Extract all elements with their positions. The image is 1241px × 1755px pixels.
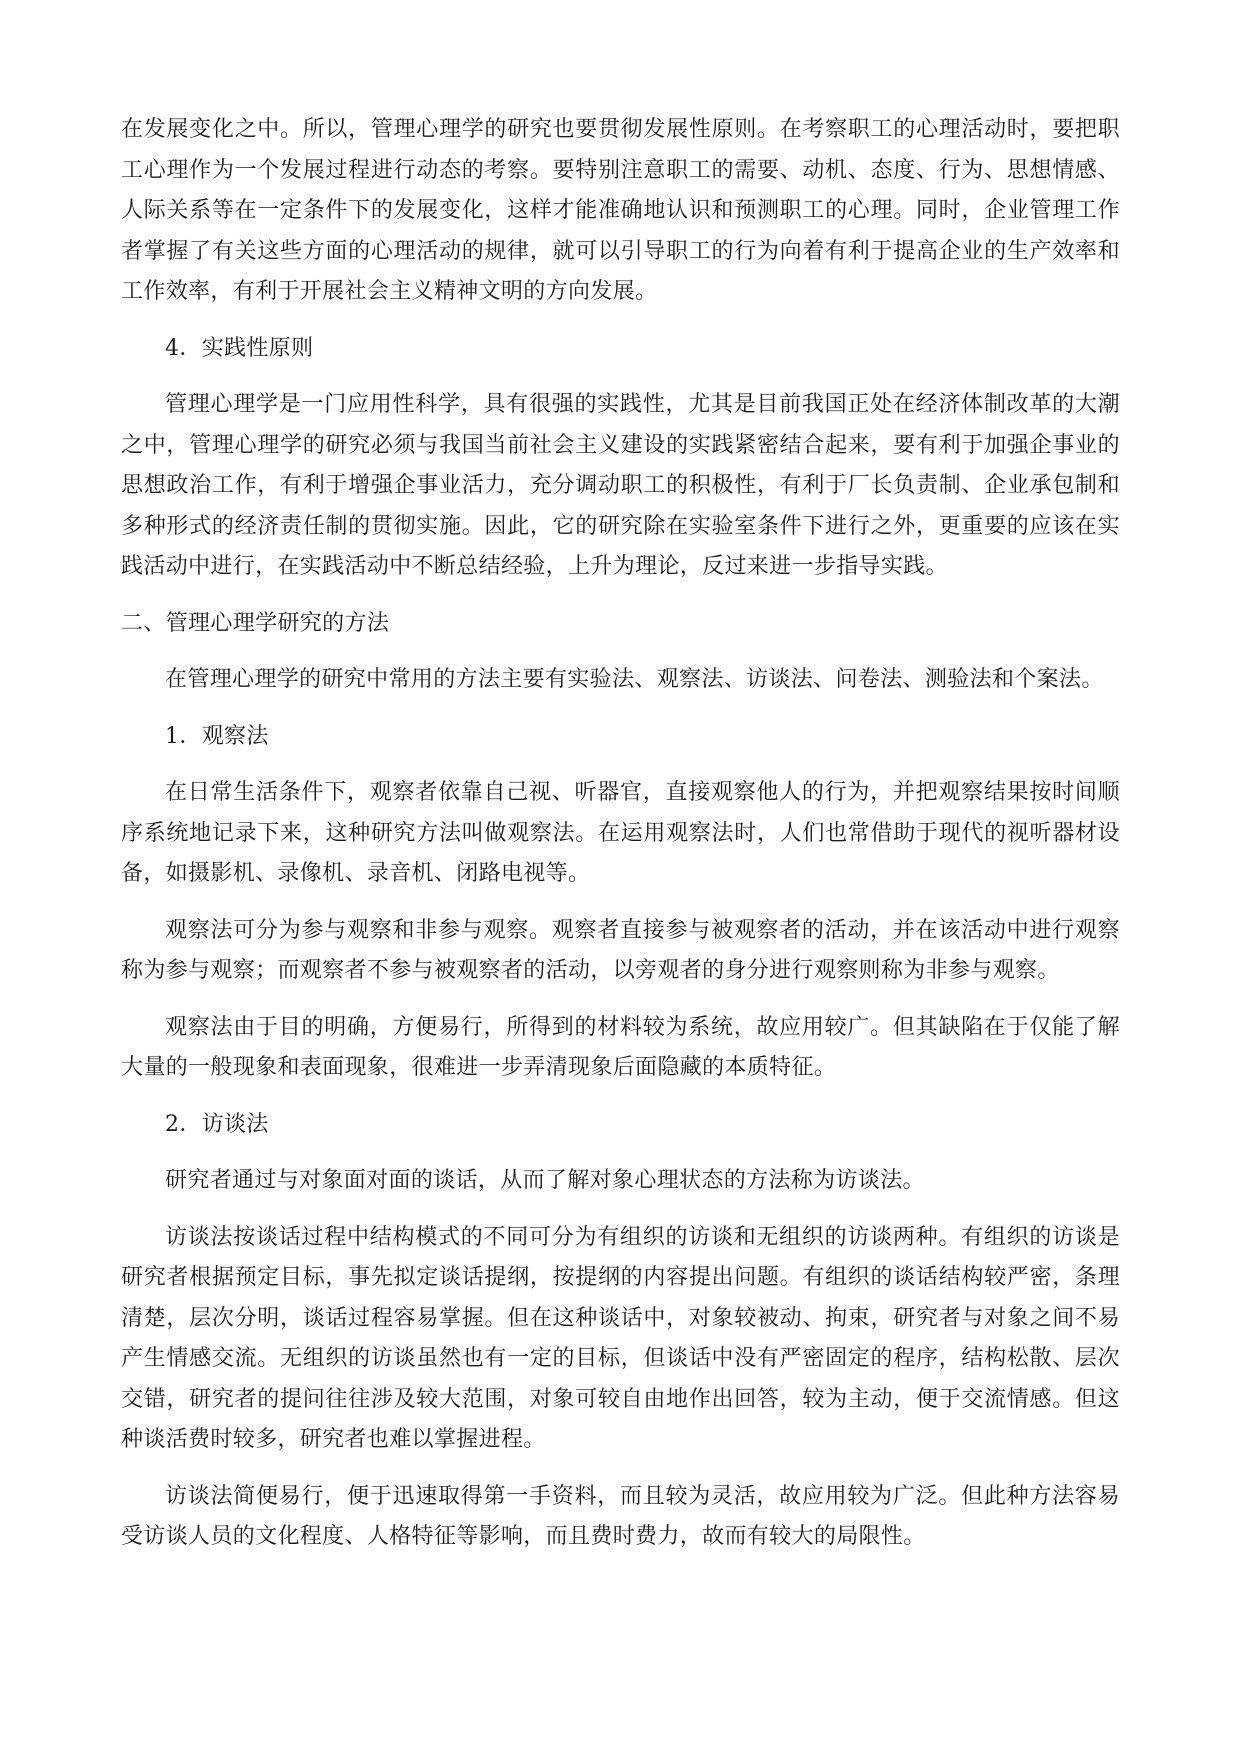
paragraph-development-principle-end: 在发展变化之中。所以，管理心理学的研究也要贯彻发展性原则。在考察职工的心理活动时，要把职工心理作为一个发展过程进行动态的考察。要特别注意职工的需要、动机、态度、行为、思想情感、人际关系等在一定条件下的发展变化，这样才能准确地认识和预测职工的心理。同时，企业管理工作者掌握了有关这些方面的心理活动的规律，就可以引导职工的行为向着有利于提高企业的生产效率和工作效率，有利于开展社会主义精神文明的方向发展。 — [121, 117, 1120, 304]
paragraph-observation-evaluation: 观察法由于目的明确，方便易行，所得到的材料较为系统，故应用较广。但其缺陷在于仅能了解大量的一般现象和表面现象，很难进一步弄清现象后面隐藏的本质特征。 — [121, 1014, 1120, 1080]
paragraph-interview-evaluation: 访谈法简便易行，便于迅速取得第一手资料，而且较为灵活，故应用较为广泛。但此种方法容易受访谈人员的文化程度、人格特征等影响，而且费时费力，故而有较大的局限性。 — [121, 1483, 1120, 1549]
paragraph-methods-intro: 在管理心理学的研究中常用的方法主要有实验法、观察法、访谈法、问卷法、测验法和个案法。 — [165, 667, 1104, 692]
subheading-practice-principle: 4．实践性原则 — [165, 335, 314, 361]
paragraph-interview-types: 访谈法按谈话过程中结构模式的不同可分为有组织的访谈和无组织的访谈两种。有组织的访谈是研究者根据预定目标，事先拟定谈话提纲，按提纲的内容提出问题。有组织的谈话结构较严密，条理清楚，层次分明，谈话过程容易掌握。但在这种谈话中，对象较被动、拘束，研究者与对象之间不易产生情感交流。无组织的访谈虽然也有一定的目标，但谈话中没有严密固定的程序，结构松散、层次交错，研究者的提问往往涉及较大范围，对象可较自由地作出回答，较为主动，便于交流情感。但这种谈活费时较多，研究者也难以掌握进程。 — [121, 1224, 1120, 1452]
subheading-interview-method: 2．访谈法 — [165, 1111, 269, 1137]
paragraph-observation-types: 观察法可分为参与观察和非参与观察。观察者直接参与被观察者的活动，并在该活动中进行观察称为参与观察；而观察者不参与被观察者的活动，以旁观者的身分进行观察则称为非参与观察。 — [121, 917, 1120, 983]
paragraph-practice-principle: 管理心理学是一门应用性科学，具有很强的实践性，尤其是目前我国正处在经济体制改革的大潮之中，管理心理学的研究必须与我国当前社会主义建设的实践紧密结合起来，要有利于加强企事业的思想政治工作，有利于增强企事业活力，充分调动职工的积极性，有利于厂长负责制、企业承包制和多种形式的经济责任制的贯彻实施。因此，它的研究除在实验室条件下进行之外，更重要的应该在实践活动中进行，在实践活动中不断总结经验，上升为理论，反过来进一步指导实践。 — [121, 392, 1120, 579]
paragraph-interview-definition: 研究者通过与对象面对面的谈话，从而了解对象心理状态的方法称为访谈法。 — [165, 1168, 925, 1193]
section-heading-research-methods: 二、管理心理学研究的方法 — [121, 610, 390, 636]
subheading-observation-method: 1．观察法 — [165, 723, 269, 749]
paragraph-observation-definition: 在日常生活条件下，观察者依靠自己视、听器官，直接观察他人的行为，并把观察结果按时间顺序系统地记录下来，这种研究方法叫做观察法。在运用观察法时，人们也常借助于现代的视听器材设备，如摄影机、录像机、录音机、闭路电视等。 — [121, 780, 1120, 886]
